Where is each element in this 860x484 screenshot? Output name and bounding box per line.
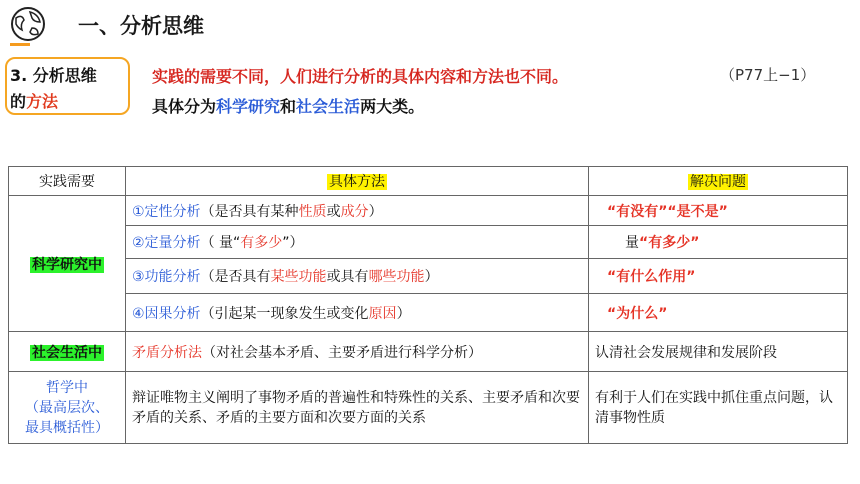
table-row [9, 196, 848, 226]
header-method: 具体方法 [126, 167, 589, 196]
page-title: 一、分析思维 [78, 14, 204, 38]
answer-cell: “有什么作用” [589, 259, 848, 294]
group-science: 科学研究中 [9, 196, 126, 332]
orange-underline [10, 43, 30, 46]
method-cell: 辩证唯物主义阐明了事物矛盾的普遍性和特殊性的关系、主要矛盾和次要矛盾的关系、矛盾的主要方面和次要方面的关系 [126, 372, 589, 444]
answer-cell: “有没有”“是不是” [589, 196, 848, 226]
answer-cell: “为什么” [589, 294, 848, 332]
table-row [9, 226, 848, 259]
globe-sketch-icon [8, 4, 48, 44]
topic-label-line2: 的方法 [10, 92, 59, 111]
answer-cell: 认清社会发展规律和发展阶段 [589, 332, 848, 372]
answer-cell: 有利于人们在实践中抓住重点问题，认清事物性质 [589, 372, 848, 444]
table-row [9, 372, 848, 444]
table-row [9, 332, 848, 372]
intro-line-1: 实践的需要不同，人们进行分析的具体内容和方法也不同。 [152, 67, 569, 86]
header-practice: 实践需要 [9, 167, 126, 196]
table-header-row [9, 167, 848, 196]
header-problem: 解决问题 [589, 167, 848, 196]
page-reference: （P77上−1） [720, 66, 816, 84]
method-cell: 矛盾分析法（对社会基本矛盾、主要矛盾进行科学分析） [126, 332, 589, 372]
intro-line-2: 具体分为科学研究和社会生活两大类。 [152, 97, 425, 116]
method-cell: ③功能分析（是否具有某些功能或具有哪些功能） [126, 259, 589, 294]
method-cell: ④因果分析（引起某一现象发生或变化原因） [126, 294, 589, 332]
method-cell: ②定量分析（ 量“有多少”） [126, 226, 589, 259]
methods-table [8, 166, 848, 444]
group-philosophy: 哲学中 （最高层次、 最具概括性） [9, 372, 126, 444]
table-row [9, 294, 848, 332]
table-row [9, 259, 848, 294]
answer-cell: 量“有多少” [589, 226, 848, 259]
group-society: 社会生活中 [9, 332, 126, 372]
topic-label-line1: 3. 分析思维 [10, 66, 97, 85]
method-cell: ①定性分析（是否具有某种性质或成分） [126, 196, 589, 226]
